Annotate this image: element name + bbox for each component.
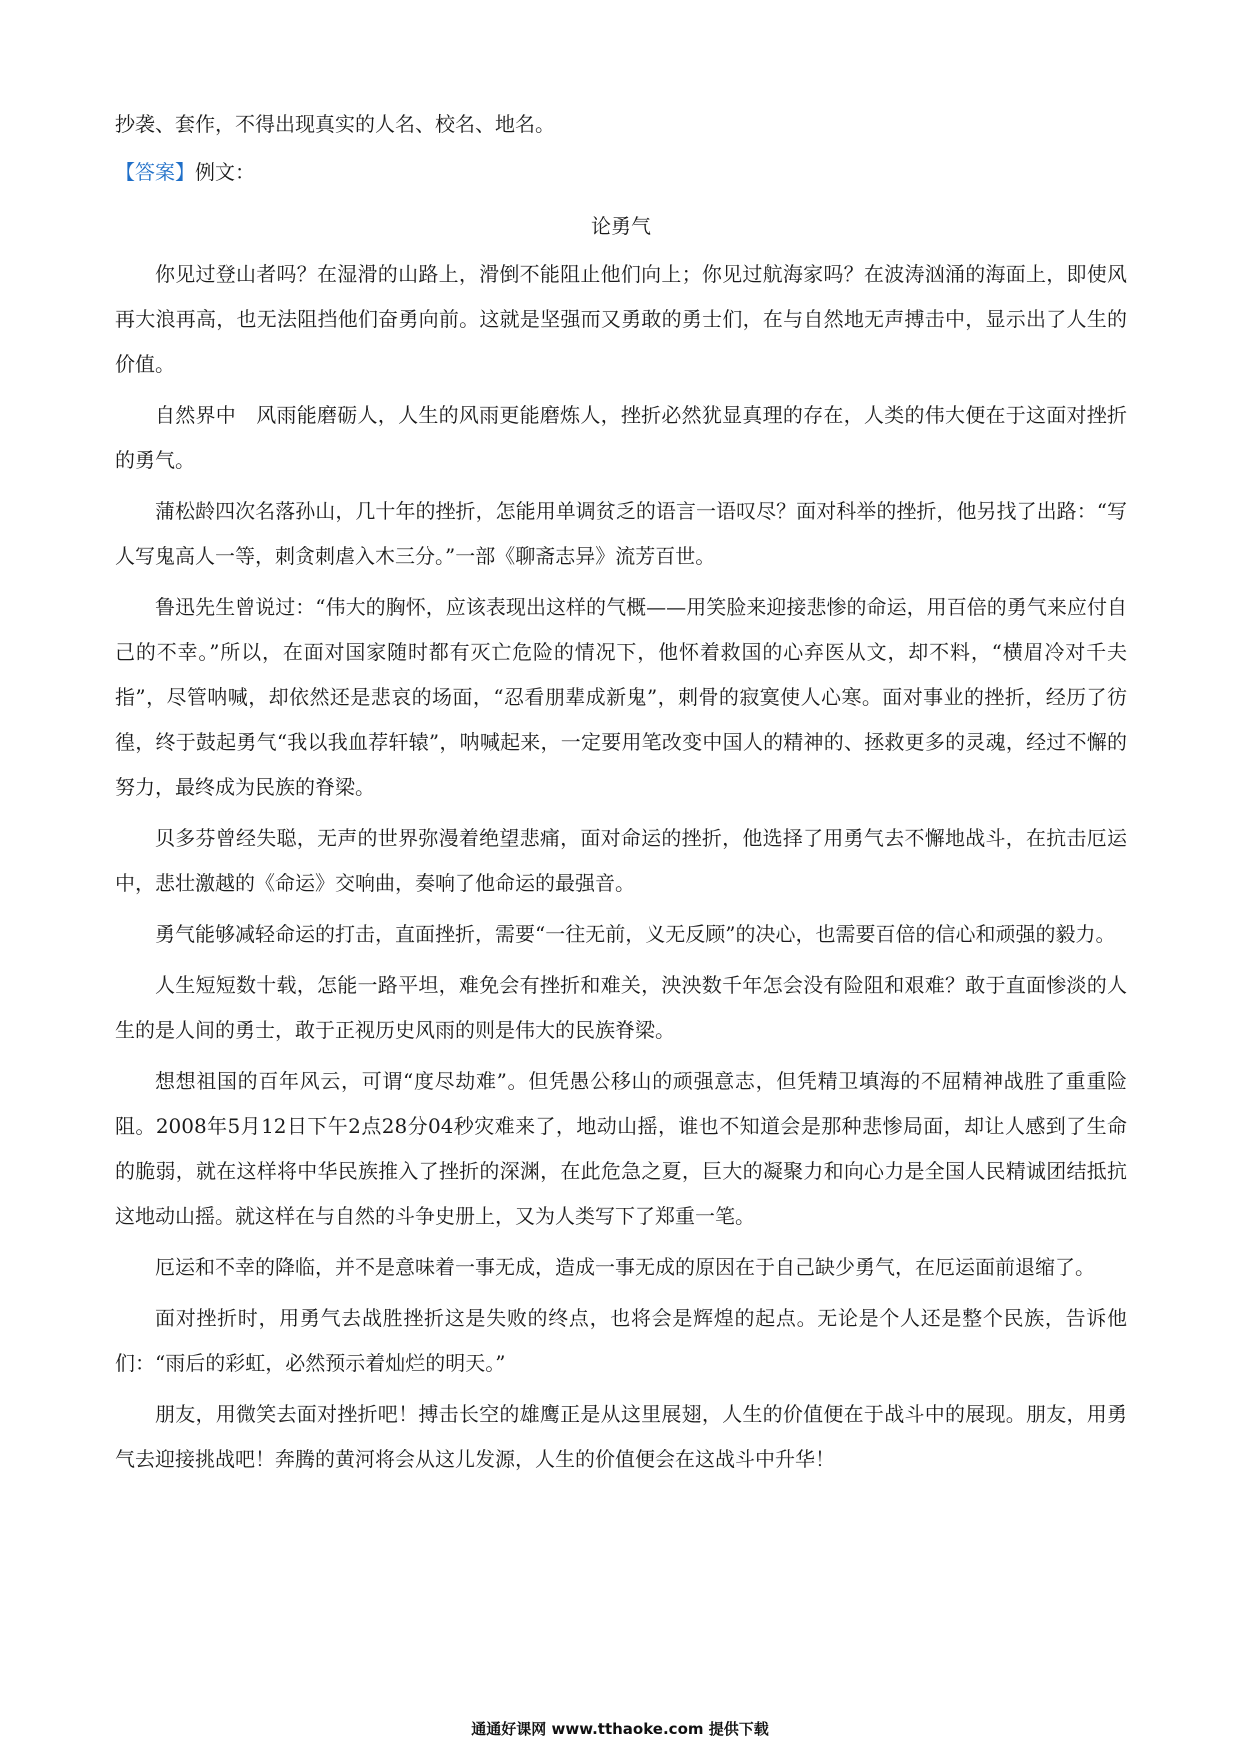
essay-paragraph: 勇气能够减轻命运的打击，直面挫折，需要“一往无前，义无反顾”的决心，也需要百倍的信心和顽强的毅力。 bbox=[155, 922, 1116, 946]
intro-line: 抄袭、套作，不得出现真实的人名、校名、地名。 bbox=[115, 112, 555, 136]
answer-label: 例文： bbox=[195, 160, 255, 184]
essay-title: 论勇气 bbox=[591, 214, 651, 238]
essay-paragraph: 自然界中 风雨能磨砺人，人生的风雨更能磨炼人，挫折必然犹显真理的存在，人类的伟大便在于这面对挫折的勇气。 bbox=[115, 403, 1127, 472]
essay-paragraph: 朋友，用微笑去面对挫折吧！搏击长空的雄鹰正是从这里展翅，人生的价值便在于战斗中的展现。朋友，用勇气去迎接挑战吧！奔腾的黄河将会从这儿发源，人生的价值便会在这战斗中升华！ bbox=[115, 1402, 1127, 1471]
answer-tag: 【答案】 bbox=[115, 160, 195, 184]
essay-paragraph: 面对挫折时，用勇气去战胜挫折这是失败的终点，也将会是辉煌的起点。无论是个人还是整个民族，告诉他们：“雨后的彩虹，必然预示着灿烂的明天。” bbox=[115, 1306, 1127, 1375]
essay-paragraph: 厄运和不幸的降临，并不是意味着一事无成，造成一事无成的原因在于自己缺少勇气，在厄运面前退缩了。 bbox=[155, 1255, 1095, 1279]
answer-line bbox=[115, 148, 1127, 196]
essay-paragraph: 贝多芬曾经失聪，无声的世界弥漫着绝望悲痛，面对命运的挫折，他选择了用勇气去不懈地战斗，在抗击厄运中，悲壮激越的《命运》交响曲，奏响了他命运的最强音。 bbox=[115, 826, 1127, 895]
essay-paragraph: 蒲松龄四次名落孙山，几十年的挫折，怎能用单调贫乏的语言一语叹尽？面对科举的挫折，他另找了出路：“写人写鬼高人一等，刺贪刺虐入木三分。”一部《聊斋志异》流芳百世。 bbox=[115, 499, 1127, 568]
essay-paragraph: 鲁迅先生曾说过：“伟大的胸怀，应该表现出这样的气概——用笑脸来迎接悲惨的命运，用百倍的勇气来应付自己的不幸。”所以，在面对国家随时都有灭亡危险的情况下，他怀着救国的心弃医从文，却不料，“横眉冷对千夫指”，尽管呐喊，却依然还是悲哀的场面，“忍看朋辈成新鬼”，刺骨的寂寞使人心寒。面对事业的挫折，经历了彷徨，终于鼓起勇气“我以我血荐轩辕”，呐喊起来，一定要用笔改变中国人的精神的、拯救更多的灵魂，经过不懈的努力，最终成为民族的脊梁。 bbox=[115, 595, 1127, 799]
essay-paragraph: 人生短短数十载，怎能一路平坦，难免会有挫折和难关，泱泱数千年怎会没有险阻和艰难？敢于直面惨淡的人生的是人间的勇士，敢于正视历史风雨的则是伟大的民族脊梁。 bbox=[115, 973, 1127, 1042]
footer-download-note: 通通好课网 www.tthaoke.com 提供下载 bbox=[471, 1720, 769, 1738]
essay-body bbox=[115, 252, 1127, 1482]
essay-paragraph: 你见过登山者吗？在湿滑的山路上，滑倒不能阻止他们向上；你见过航海家吗？在波涛汹涌的海面上，即使风再大浪再高，也无法阻挡他们奋勇向前。这就是坚强而又勇敢的勇士们，在与自然地无声搏击中，显示出了人生的价值。 bbox=[115, 262, 1127, 376]
page-content bbox=[115, 100, 1127, 1488]
essay-paragraph: 想想祖国的百年风云，可谓“度尽劫难”。但凭愚公移山的顽强意志，但凭精卫填海的不屈精神战胜了重重险阻。2008年5月12日下午2点28分04秒灾难来了，地动山摇，谁也不知道会是那种悲惨局面，却让人感到了生命的脆弱，就在这样将中华民族推入了挫折的深渊，在此危急之夏，巨大的凝聚力和向心力是全国人民精诚团结抵抗这地动山摇。就这样在与自然的斗争史册上，又为人类写下了郑重一笔。 bbox=[115, 1069, 1127, 1228]
